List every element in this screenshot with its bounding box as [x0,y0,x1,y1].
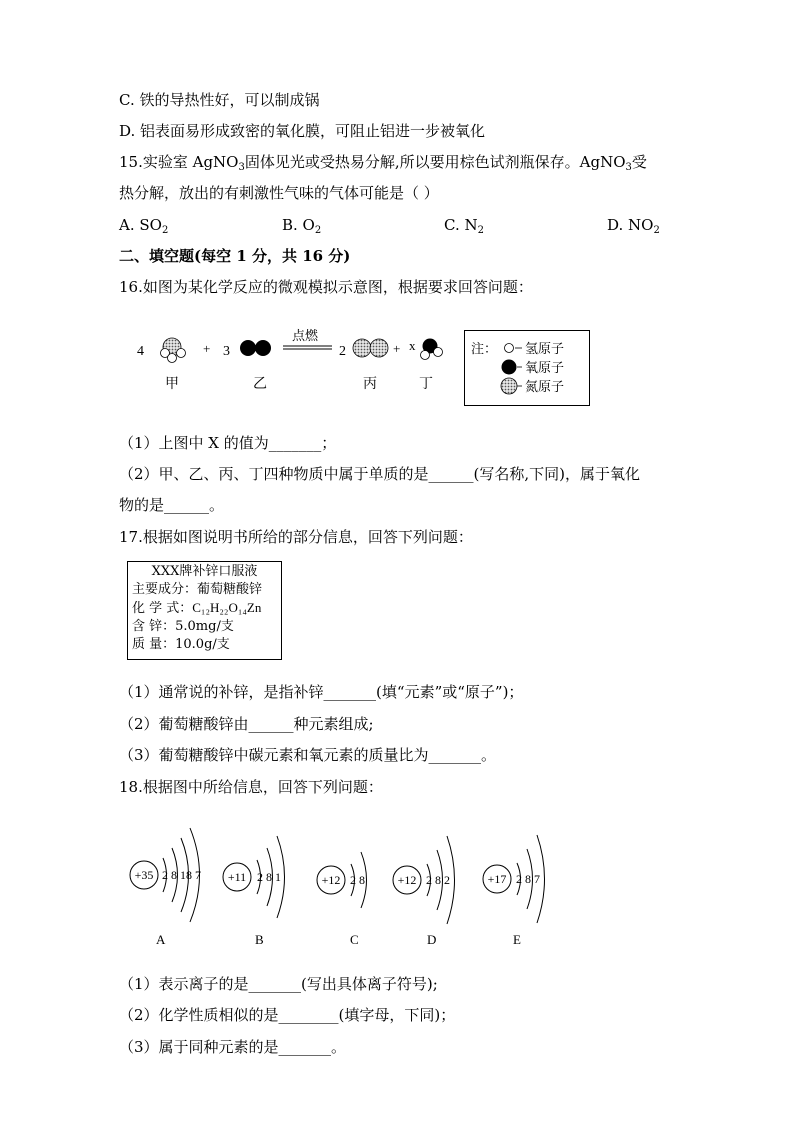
oxygen-atom-icon [502,360,517,375]
label-zinc-content: 含 锌：5.0mg/支 [132,619,234,634]
legend-nitrogen: 氮原子 [525,380,565,395]
name-yi: 乙 [253,376,267,392]
choice-b: B. $O_2$ [282,216,322,236]
coef-3: 2 [339,344,346,359]
oxygen-molecule-icon [240,340,271,356]
plus-2: + [393,341,401,356]
question-18-part-1: （1）表示离子的是_______(写出具体离子符号); [119,975,438,993]
choice-c: C. $N_2$ [444,216,484,236]
coef-1: 4 [137,344,144,359]
coef-4: x [409,338,416,353]
atom-c-nucleus: +12 [321,873,341,887]
question-16-part-2-line-1: （2）甲、乙、丙、丁四种物质中属于单质的是______(写名称,下同)，属于氧化 [119,465,641,483]
choice-a: A. $SO_2$ [119,216,169,236]
reaction-condition: 点燃 [292,329,319,344]
option-c-text: C. 铁的导热性好，可以制成锅 [119,91,320,109]
atom-c-diagram [317,852,367,947]
legend-box [464,330,590,406]
atom-c-shells: 2 8 [350,873,365,887]
question-18-text: 18.根据图中所给信息，回答下列问题： [119,778,383,796]
atom-b-nucleus: +11 [227,870,247,884]
legend-title: 注： [471,342,498,357]
question-17-part-3: （3）葡萄糖酸锌中碳元素和氧元素的质量比为_______。 [119,746,497,764]
question-15-line-1: 15.实验室 AgNO$_3$固体见光或受热易分解,所以要用棕色试剂瓶保存。AgNO$_3$受 [119,153,647,173]
nitrogen-atom-icon [501,378,517,394]
nitrogen-molecule-icon [353,339,388,357]
atom-a-nucleus: +35 [134,868,154,882]
legend-oxygen: 氧原子 [525,361,565,376]
question-18-part-2: （2）化学性质相似的是________(填字母，下同)； [119,1006,456,1024]
option-d-text: D. 铝表面易形成致密的氧化膜，可阻止铝进一步被氧化 [119,122,486,140]
product-label-box [127,561,282,660]
plus-1: + [203,341,211,356]
coef-2: 3 [223,344,230,359]
atomic-structure-diagrams [120,820,570,955]
name-ding: 丁 [419,376,433,392]
atom-a-diagram [130,828,201,947]
question-16-text: 16.如图为某化学反应的微观模拟示意图，根据要求回答问题： [119,278,533,296]
label-ingredient: 主要成分：葡萄糖酸锌 [132,582,263,597]
legend-hydrogen: 氢原子 [525,342,565,357]
question-17-part-1: （1）通常说的补锌，是指补锌_______(填“元素”或“原子”)； [119,683,524,701]
question-18-part-3: （3）属于同种元素的是_______。 [119,1038,347,1056]
hydrogen-atom-icon [505,344,514,353]
name-jia: 甲 [165,376,179,392]
atom-d-diagram [393,836,455,947]
atom-d-letter: D [427,932,437,947]
label-mass: 质 量：10.0g/支 [132,637,230,652]
atom-b-diagram [223,836,285,947]
name-bing: 丙 [363,376,377,392]
reaction-diagram [120,318,470,398]
label-formula-row: 化 学 式：C₁₂H₂₂O₁₄Zn [132,600,262,616]
atom-d-nucleus: +12 [397,873,417,887]
ammonia-molecule-icon [161,338,186,363]
atom-b-shells: 2 8 1 [257,870,281,884]
atom-d-shells: 2 8 2 [426,873,450,887]
question-17-part-2: （2）葡萄糖酸锌由______种元素组成; [119,715,374,733]
question-16-part-2-line-2: 物的是______。 [119,496,225,514]
section-2-heading: 二、填空题(每空 1 分，共 16 分) [119,247,351,265]
atom-e-nucleus: +17 [487,872,507,886]
choice-d: D. $NO_2$ [607,216,660,236]
atom-c-letter: C [350,932,359,947]
atom-a-letter: A [156,932,166,947]
atom-e-shells: 2 8 7 [516,872,540,886]
atom-a-shells: 2 8 18 7 [162,868,201,882]
label-title: XXX牌补锌口服液 [151,564,258,579]
atom-b-letter: B [255,932,264,947]
water-molecule-icon [421,339,443,360]
question-17-text: 17.根据如图说明书所给的部分信息，回答下列问题： [119,528,473,546]
question-15-line-2: 热分解，放出的有刺激性气味的气体可能是（ ） [119,184,439,202]
atom-e-letter: E [513,932,521,947]
question-16-part-1: （1）上图中 X 的值为_______； [119,434,337,452]
atom-e-diagram [483,835,545,947]
